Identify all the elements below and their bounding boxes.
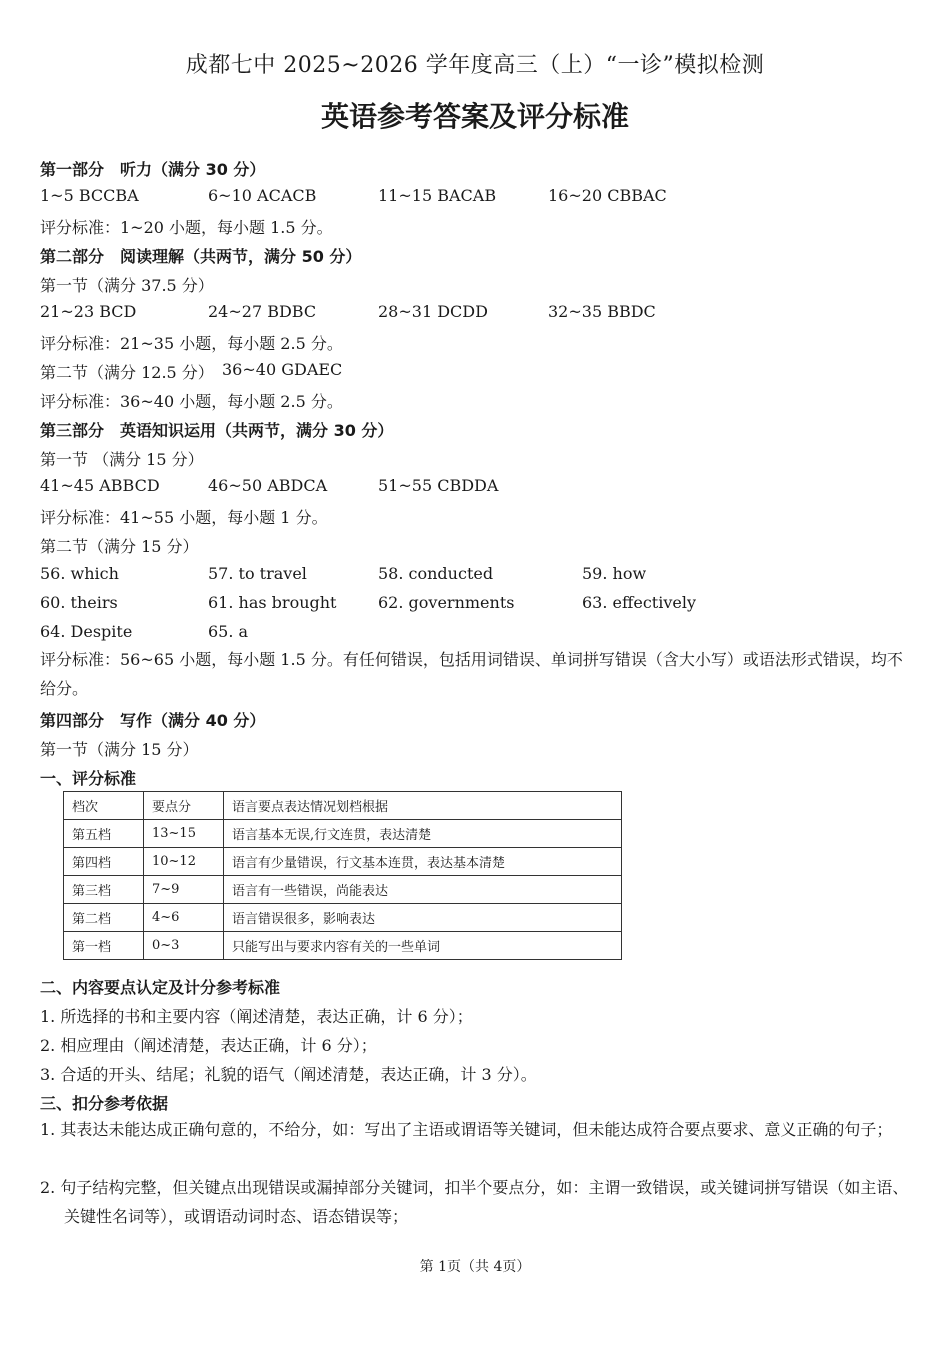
blank-65: 65. a — [208, 622, 249, 641]
blank-58: 58. conducted — [378, 564, 494, 583]
table-cell: 档次 — [64, 792, 144, 820]
table-cell: 要点分 — [144, 792, 224, 820]
exam-title: 成都七中 2025~2026 学年度高三（上）“一诊”模拟检测 — [185, 53, 765, 78]
table-cell: 语言有一些错误，尚能表达 — [224, 876, 622, 904]
point-item-1: 1. 所选择的书和主要内容（阐述清楚，表达正确，计 6 分）； — [40, 1007, 473, 1026]
part2-answer-3: 28~31 DCDD — [378, 302, 488, 321]
table-cell: 只能写出与要求内容有关的一些单词 — [224, 932, 622, 960]
part3-answer-3: 51~55 CBDDA — [378, 476, 499, 495]
table-header-row — [64, 792, 622, 820]
blank-57: 57. to travel — [208, 564, 307, 583]
document-title: 英语参考答案及评分标准 — [320, 100, 629, 133]
blank-62: 62. governments — [378, 593, 515, 612]
part2-heading: 第二部分 阅读理解（共两节，满分 50 分） — [40, 247, 362, 266]
part2-sec2-criteria: 评分标准：36~40 小题，每小题 2.5 分。 — [40, 392, 343, 411]
part3-sec2-criteria: 评分标准：56~65 小题，每小题 1.5 分。有任何错误，包括用词错误、单词拼写错误（含大小写）或语法形式错误，均不给分。 — [40, 650, 903, 698]
blank-56: 56. which — [40, 564, 119, 583]
point-item-3: 3. 合适的开头、结尾；礼貌的语气（阐述清楚，表达正确，计 3 分）。 — [40, 1065, 537, 1084]
part1-answer-4: 16~20 CBBAC — [548, 186, 667, 205]
blank-63: 63. effectively — [582, 593, 697, 612]
part3-sec2-heading: 第二节（满分 15 分） — [40, 537, 199, 556]
part3-answer-2: 46~50 ABDCA — [208, 476, 328, 495]
deduct-heading: 三、扣分参考依据 — [40, 1094, 169, 1113]
table-row — [64, 876, 622, 904]
table-cell: 4~6 — [144, 904, 224, 932]
part4-sec1-heading: 第一节（满分 15 分） — [40, 740, 199, 759]
part1-heading: 第一部分 听力（满分 30 分） — [40, 160, 266, 179]
point-item-2: 2. 相应理由（阐述清楚，表达正确，计 6 分）； — [40, 1036, 377, 1055]
part3-sec1-criteria: 评分标准：41~55 小题，每小题 1 分。 — [40, 508, 328, 527]
part2-answer-1: 21~23 BCD — [40, 302, 137, 321]
points-heading: 二、内容要点认定及计分参考标准 — [40, 978, 281, 997]
part2-sec2-answers: 36~40 GDAEC — [222, 360, 343, 379]
deduction-item-1: 1. 其表达未能达成正确句意的，不给分，如：写出了主语或谓语等关键词，但未能达成符合要点要求、意义正确的句子； — [40, 1120, 893, 1139]
table-cell: 10~12 — [144, 848, 224, 876]
part3-sec1-heading: 第一节 （满分 15 分） — [40, 450, 204, 469]
part1-answer-1: 1~5 BCCBA — [40, 186, 139, 205]
table-cell: 语言基本无误,行文连贯，表达清楚 — [224, 820, 622, 848]
table-row — [64, 932, 622, 960]
deduction-item-2: 2. 句子结构完整，但关键点出现错误或漏掉部分关键词，扣半个要点分，如：主谓一致错误，或关键词拼写错误（如主语、关键性名词等），或谓语动词时态、语态错误等； — [40, 1178, 909, 1226]
table-cell: 第一档 — [64, 932, 144, 960]
part2-sec1-criteria: 评分标准：21~35 小题，每小题 2.5 分。 — [40, 334, 343, 353]
criteria-heading: 一、评分标准 — [40, 769, 137, 788]
part1-answer-2: 6~10 ACACB — [208, 186, 317, 205]
table-cell: 第五档 — [64, 820, 144, 848]
part2-sec1-heading: 第一节（满分 37.5 分） — [40, 276, 214, 295]
table-row — [64, 848, 622, 876]
part4-heading: 第四部分 写作（满分 40 分） — [40, 711, 266, 730]
table-cell: 语言要点表达情况划档根据 — [224, 792, 622, 820]
table-cell: 语言错误很多，影响表达 — [224, 904, 622, 932]
part1-criteria: 评分标准：1~20 小题，每小题 1.5 分。 — [40, 218, 333, 237]
part3-answer-1: 41~45 ABBCD — [40, 476, 160, 495]
table-cell: 13~15 — [144, 820, 224, 848]
table-cell: 第四档 — [64, 848, 144, 876]
table-cell: 第二档 — [64, 904, 144, 932]
page-footer: 第 1页（共 4页） — [419, 1259, 531, 1275]
blank-59: 59. how — [582, 564, 647, 583]
table-row — [64, 904, 622, 932]
table-cell: 语言有少量错误，行文基本连贯，表达基本清楚 — [224, 848, 622, 876]
table-cell: 第三档 — [64, 876, 144, 904]
table-cell: 7~9 — [144, 876, 224, 904]
part2-sec2-heading: 第二节（满分 12.5 分） — [40, 363, 214, 382]
table-row — [64, 820, 622, 848]
scoring-table — [63, 791, 622, 960]
blank-64: 64. Despite — [40, 622, 133, 641]
part3-heading: 第三部分 英语知识运用（共两节，满分 30 分） — [40, 421, 394, 440]
table-cell: 0~3 — [144, 932, 224, 960]
part2-answer-2: 24~27 BDBC — [208, 302, 317, 321]
blank-61: 61. has brought — [208, 593, 337, 612]
blank-60: 60. theirs — [40, 593, 118, 612]
part2-answer-4: 32~35 BBDC — [548, 302, 656, 321]
part1-answer-3: 11~15 BACAB — [378, 186, 497, 205]
